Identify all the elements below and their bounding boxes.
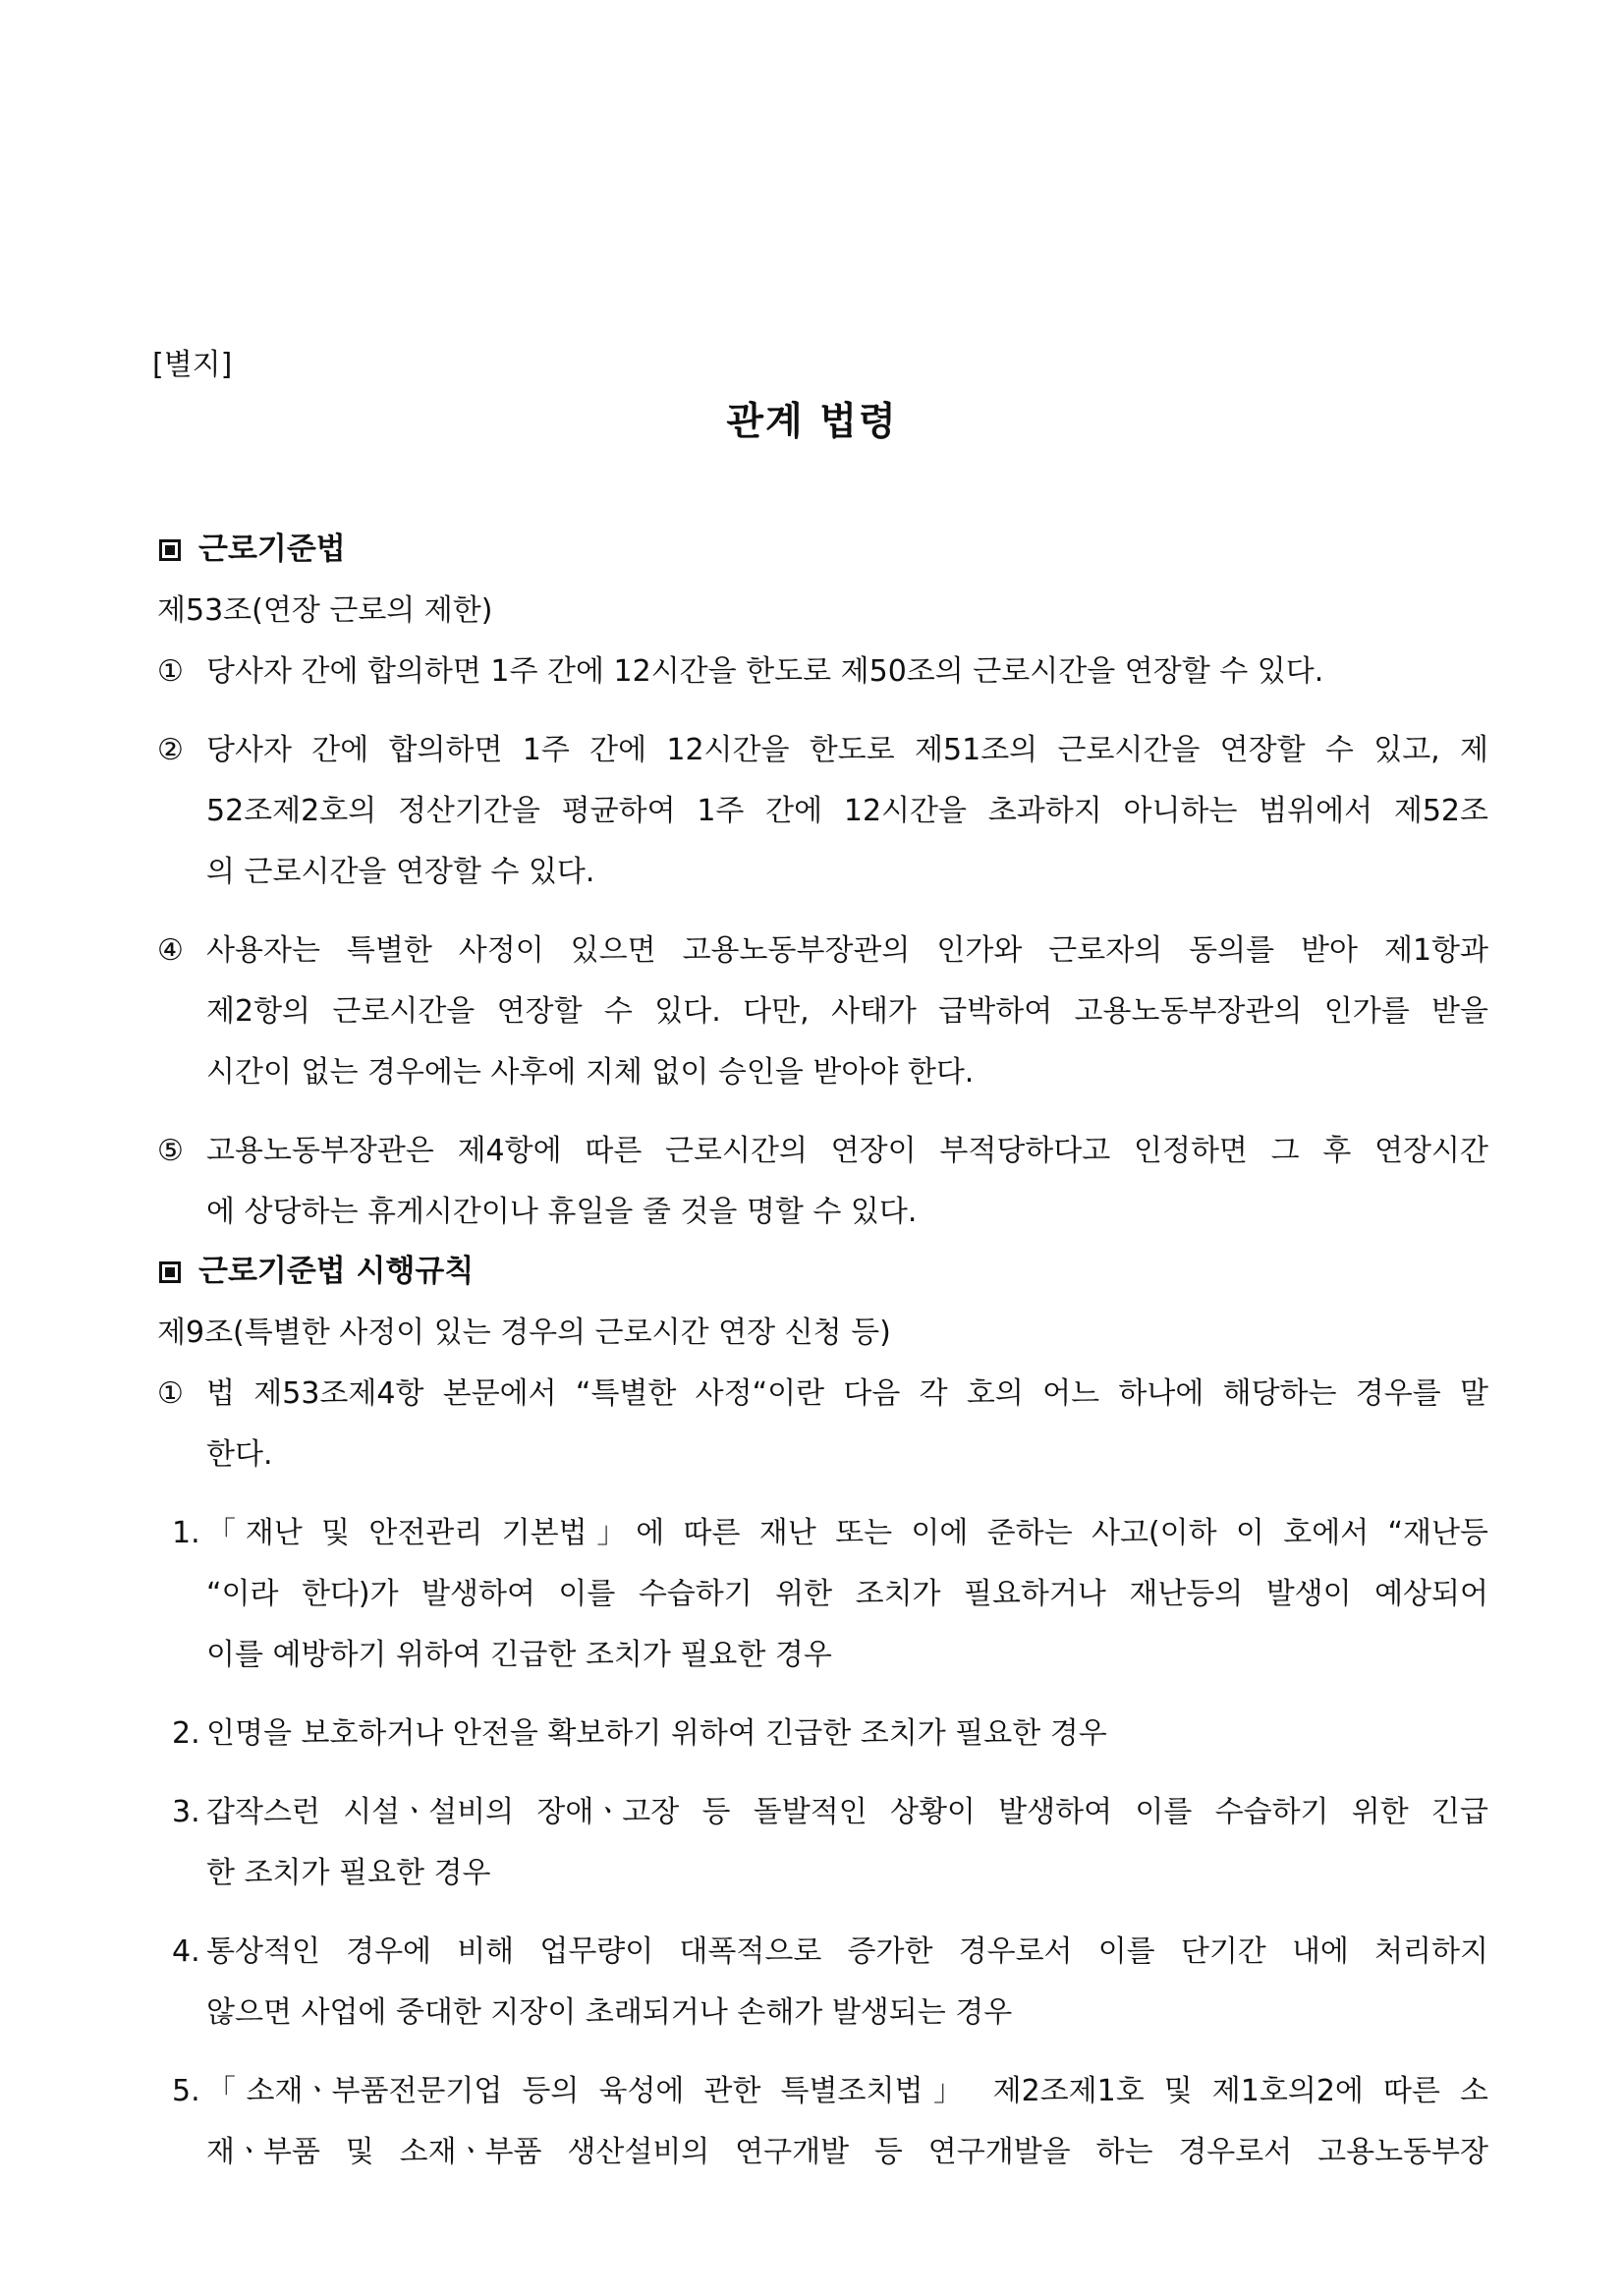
paragraph-number: ⑤ [157,1134,184,1168]
paragraph-line: 당사자 간에 합의하면 1주 간에 12시간을 한도로 제51조의 근로시간을 연장할 수 있고, 제 [206,733,1488,767]
item-line: 통상적인 경우에 비해 업무량이 대폭적으로 증가한 경우로서 이를 단기간 내에 처리하지 [206,1934,1488,1969]
item-line: 이를 예방하기 위하여 긴급한 조치가 필요한 경우 [206,1638,832,1672]
list-item [157,1931,1488,2070]
attachment-tag: [별지] [152,348,233,382]
paragraph-number: ② [157,733,184,767]
paragraph-line: 사용자는 특별한 사정이 있으면 고용노동부장관의 인가와 근로자의 동의를 받아 제1항과 [206,933,1488,968]
paragraph-line: 52조제2호의 정산기간을 평균하여 1주 간에 12시간을 초과하지 아니하는 범위에서 제52조 [206,794,1489,828]
section-labor-standards-act [157,528,1488,1269]
item-line: 인명을 보호하거나 안전을 확보하기 위하여 긴급한 조치가 필요한 경우 [206,1716,1107,1751]
item-number: 3. [172,1795,200,1829]
paragraph [157,650,1488,729]
paragraph-line: 당사자 간에 합의하면 1주 간에 12시간을 한도로 제50조의 근로시간을 연장할 수 있다. [206,654,1324,689]
paragraph-line: 제2항의 근로시간을 연장할 수 있다. 다만, 사태가 급박하여 고용노동부장관의 인가를 받을 [206,994,1488,1029]
item-number: 1. [172,1516,200,1550]
item-number: 4. [172,1934,200,1969]
filled-square-icon [159,1261,181,1283]
section-enforcement-rules [157,1250,1488,2210]
paragraph-line: 의 근로시간을 연장할 수 있다. [206,855,595,889]
list-item [157,2070,1488,2210]
paragraph-number: ④ [157,933,184,968]
paragraph [157,1130,1488,1269]
item-line: 갑작스런 시설ㆍ설비의 장애ㆍ고장 등 돌발적인 상황이 발생하여 이를 수습하기 위한 긴급 [206,1795,1488,1829]
paragraph-line: 시간이 없는 경우에는 사후에 지체 없이 승인을 받아야 한다. [206,1055,975,1090]
filled-square-icon [159,539,181,561]
item-line: 재ㆍ부품 및 소재ㆍ부품 생산설비의 연구개발 등 연구개발을 하는 경우로서 고용노동부장 [206,2135,1488,2169]
paragraph [157,1372,1488,1512]
item-line: 한 조치가 필요한 경우 [206,1856,491,1890]
section-heading [157,528,1488,589]
paragraph-number: ① [157,654,184,689]
item-line: 「재난 및 안전관리 기본법」에 따른 재난 또는 이에 준하는 사고(이하 이 호에서 “재난등 [206,1516,1488,1550]
list-item [157,1512,1488,1712]
item-line: “이라 한다)가 발생하여 이를 수습하기 위한 조치가 필요하거나 재난등의 발생이 예상되어 [206,1577,1488,1611]
article-heading: 제53조(연장 근로의 제한) [157,593,493,628]
paragraph-line: 법 제53조제4항 본문에서 “특별한 사정“이란 다음 각 호의 어느 하나에 해당하는 경우를 말 [206,1376,1488,1411]
item-number: 5. [172,2074,200,2108]
item-line: 않으면 사업에 중대한 지장이 초래되거나 손해가 발생되는 경우 [206,1995,1013,2030]
paragraph-number: ① [157,1376,184,1411]
list-item [157,1712,1488,1791]
paragraph [157,929,1488,1130]
section-heading-text: 근로기준법 시행규칙 [198,1254,475,1289]
list-item [157,1791,1488,1931]
paragraph-line: 에 상당하는 휴게시간이나 휴일을 줄 것을 명할 수 있다. [206,1195,918,1229]
page-title: 관계 법령 [726,400,898,444]
article-heading: 제9조(특별한 사정이 있는 경우의 근로시간 연장 신청 등) [157,1316,891,1350]
section-heading [157,1250,1488,1312]
paragraph-line: 한다. [206,1437,273,1472]
item-line: 「소재ㆍ부품전문기업 등의 육성에 관한 특별조치법」 제2조제1호 및 제1호의2에 따른 소 [206,2074,1488,2108]
paragraph [157,729,1488,929]
item-number: 2. [172,1716,200,1751]
paragraph-line: 고용노동부장관은 제4항에 따른 근로시간의 연장이 부적당하다고 인정하면 그 후 연장시간 [206,1134,1488,1168]
section-heading-text: 근로기준법 [198,532,346,567]
